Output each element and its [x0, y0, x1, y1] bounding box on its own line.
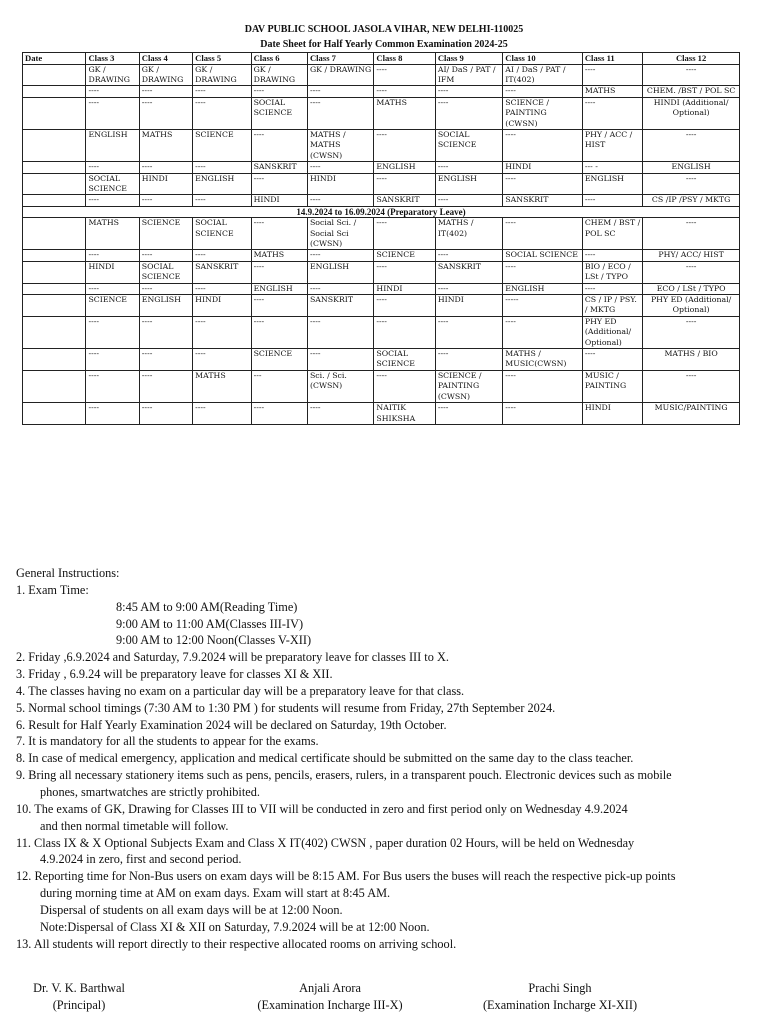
table-row	[23, 86, 740, 97]
table-cell: HINDI	[435, 295, 502, 317]
column-header: Class 12	[643, 53, 740, 65]
table-cell: ----	[307, 162, 373, 173]
table-cell: ENGLISH	[139, 295, 192, 317]
instruction-line: 4. The classes having no exam on a particular day will be a preparatory leave for that class.	[16, 683, 465, 698]
table-cell: SANSKRIT	[503, 195, 583, 206]
table-cell: ----	[435, 250, 502, 261]
table-cell: ----	[139, 403, 192, 425]
column-header: Class 7	[307, 53, 373, 65]
instruction-line: 8. In case of medical emergency, application and medical certificate should be submitted on the same day to the class teacher.	[16, 751, 634, 766]
table-cell: SANSKRIT	[435, 261, 502, 283]
signature-principal	[14, 980, 144, 1014]
table-cell: MUSIC/PAINTING	[643, 403, 740, 425]
table-cell: ----	[643, 370, 740, 402]
table-cell: ENGLISH	[251, 283, 307, 294]
table-cell: ----	[374, 129, 435, 161]
table-cell: ----	[307, 86, 373, 97]
table-cell: ENGLISH	[643, 162, 740, 173]
table-cell: ----	[643, 316, 740, 348]
table-row	[23, 64, 740, 86]
column-header: Class 6	[251, 53, 307, 65]
table-cell: ----	[503, 129, 583, 161]
table-cell: ----	[503, 370, 583, 402]
table-cell: CS /IP /PSY / MKTG	[643, 195, 740, 206]
table-cell: ----	[582, 97, 642, 129]
table-cell: ----	[643, 173, 740, 195]
instruction-line: Dispersal of students on all exam days will be at 12:00 Noon.	[40, 902, 343, 917]
table-row	[23, 129, 740, 161]
table-cell: ECO / LSt / TYPO	[643, 283, 740, 294]
table-cell: ----	[435, 316, 502, 348]
table-cell: SCIENCE / PAINTING (CWSN)	[435, 370, 502, 402]
table-cell: ----	[86, 97, 139, 129]
instruction-line: 5. Normal school timings (7:30 AM to 1:30 PM ) for students will resume from Friday, 27th September 2024.	[16, 700, 556, 715]
signature-name: Anjali Arora	[299, 981, 361, 995]
table-row	[23, 97, 740, 129]
table-cell: ----	[503, 86, 583, 97]
table-cell: ----	[307, 250, 373, 261]
table-cell: ----	[307, 316, 373, 348]
table-cell: -----	[503, 295, 583, 317]
instruction-line: 9. Bring all necessary stationery items such as pens, pencils, erasers, rulers, in a transparent pouch. Electronic devices such as mobile	[16, 768, 672, 783]
table-cell: HINDI	[582, 403, 642, 425]
preparatory-leave-row	[23, 206, 740, 217]
table-cell: GK / DRAWING	[193, 64, 251, 86]
table-cell: ---	[251, 370, 307, 402]
table-cell: ----	[374, 316, 435, 348]
table-cell: CS / IP / PSY. / MKTG	[582, 295, 642, 317]
table-cell	[23, 403, 86, 425]
table-cell: ENGLISH	[86, 129, 139, 161]
table-cell: ----	[643, 129, 740, 161]
table-cell: ----	[139, 250, 192, 261]
date-sheet-table	[22, 52, 740, 425]
table-cell: ----	[643, 218, 740, 250]
table-cell: ----	[435, 283, 502, 294]
table-cell	[23, 195, 86, 206]
table-cell: ----	[435, 403, 502, 425]
table-cell: ----	[435, 86, 502, 97]
table-cell: PHY/ ACC/ HIST	[643, 250, 740, 261]
table-cell: MATHS / MUSIC(CWSN)	[503, 349, 583, 371]
table-cell: SANSKRIT	[307, 295, 373, 317]
column-header: Date	[23, 53, 86, 65]
table-cell: ----	[251, 218, 307, 250]
table-cell: ----	[139, 195, 192, 206]
school-name: DAV PUBLIC SCHOOL JASOLA VIHAR, NEW DELHI-110025	[244, 24, 524, 35]
table-cell: GK / DRAWING	[86, 64, 139, 86]
instruction-line: during morning time at AM on exam days. Exam will start at 8:45 AM.	[40, 886, 391, 901]
table-cell: ----	[643, 261, 740, 283]
table-cell: ----	[643, 64, 740, 86]
table-cell: HINDI	[251, 195, 307, 206]
table-cell: ENGLISH	[582, 173, 642, 195]
signature-name: Dr. V. K. Barthwal	[33, 981, 125, 995]
table-cell: SOCIAL SCIENCE	[503, 250, 583, 261]
table-cell: ENGLISH	[374, 162, 435, 173]
table-cell: ----	[435, 349, 502, 371]
table-row	[23, 403, 740, 425]
table-cell: ----	[193, 162, 251, 173]
table-cell: MATHS	[139, 129, 192, 161]
instruction-line: phones, smartwatches are strictly prohibited.	[40, 784, 260, 799]
table-cell: ----	[374, 295, 435, 317]
instruction-line: 13. All students will report directly to their respective allocated rooms on arriving school.	[16, 936, 457, 951]
instruction-line: 11. Class IX & X Optional Subjects Exam and Class X IT(402) CWSN , paper duration 02 Hours, will be held on Wednesday	[16, 835, 635, 850]
table-cell: HINDI	[503, 162, 583, 173]
table-cell: MATHS	[582, 86, 642, 97]
table-cell: Sci. / Sci.(CWSN)	[307, 370, 373, 402]
table-cell	[23, 173, 86, 195]
table-cell: ----	[582, 349, 642, 371]
table-cell: ----	[139, 86, 192, 97]
table-cell: SANSKRIT	[374, 195, 435, 206]
table-cell: ----	[307, 97, 373, 129]
table-row	[23, 261, 740, 283]
table-cell: HINDI (Additional/ Optional)	[643, 97, 740, 129]
table-cell: ----	[139, 283, 192, 294]
table-cell: SOCIAL SCIENCE	[139, 261, 192, 283]
instruction-line: 10. The exams of GK, Drawing for Classes III to VII will be conducted in zero and first period only on Wednesday 4.9.2024	[16, 801, 628, 816]
table-cell: ----	[374, 261, 435, 283]
general-instructions	[16, 565, 756, 952]
signature-role: (Examination Incharge III-X)	[257, 998, 403, 1012]
table-cell	[23, 218, 86, 250]
table-cell: GK / DRAWING	[251, 64, 307, 86]
table-cell: ----	[374, 218, 435, 250]
table-cell: ----	[193, 97, 251, 129]
table-cell: CHEM. /BST / POL SC	[643, 86, 740, 97]
table-cell: HINDI	[193, 295, 251, 317]
table-cell: ----	[193, 250, 251, 261]
table-cell: ----	[139, 97, 192, 129]
table-row	[23, 173, 740, 195]
table-cell	[23, 97, 86, 129]
table-cell: GK / DRAWING	[139, 64, 192, 86]
table-cell: ----	[582, 250, 642, 261]
table-cell: ----	[251, 129, 307, 161]
table-cell	[23, 295, 86, 317]
table-cell: GK / DRAWING	[307, 64, 373, 86]
table-cell: SCIENCE / PAINTING (CWSN)	[503, 97, 583, 129]
table-cell: ----	[193, 283, 251, 294]
table-cell: ----	[251, 173, 307, 195]
instruction-line: 9:00 AM to 12:00 Noon(Classes V-XII)	[116, 633, 312, 648]
table-cell: CHEM / BST / POL SC	[582, 218, 642, 250]
table-cell	[23, 250, 86, 261]
table-cell: BIO / ECO / LSt / TYPO	[582, 261, 642, 283]
instruction-line: 6. Result for Half Yearly Examination 2024 will be declared on Saturday, 19th October.	[16, 717, 447, 732]
table-cell: --- -	[582, 162, 642, 173]
table-cell	[23, 316, 86, 348]
table-cell: ----	[307, 403, 373, 425]
table-cell: ----	[193, 86, 251, 97]
table-cell: ENGLISH	[307, 261, 373, 283]
table-cell: MATHS	[193, 370, 251, 402]
table-cell: ----	[86, 283, 139, 294]
table-cell: ----	[582, 195, 642, 206]
table-cell: MATHS / IT(402)	[435, 218, 502, 250]
table-cell: ----	[193, 403, 251, 425]
table-cell: ----	[86, 195, 139, 206]
table-cell: PHY / ACC / HIST	[582, 129, 642, 161]
table-cell: ----	[374, 370, 435, 402]
table-cell: ----	[86, 403, 139, 425]
table-row	[23, 250, 740, 261]
column-header: Class 5	[193, 53, 251, 65]
table-row	[23, 295, 740, 317]
table-cell: NAITIK SHIKSHA	[374, 403, 435, 425]
table-cell: PHY ED (Additional/ Optional)	[643, 295, 740, 317]
table-cell: ----	[503, 173, 583, 195]
table-cell: ----	[251, 403, 307, 425]
instruction-line: 4.9.2024 in zero, first and second period.	[40, 852, 242, 867]
table-row	[23, 283, 740, 294]
table-cell: ENGLISH	[435, 173, 502, 195]
table-cell: SOCIAL SCIENCE	[435, 129, 502, 161]
instruction-line: 3. Friday , 6.9.24 will be preparatory leave for classes XI & XII.	[16, 667, 333, 682]
instruction-line: 9:00 AM to 11:00 AM(Classes III-IV)	[116, 616, 304, 631]
table-cell: ----	[374, 86, 435, 97]
instruction-line: 12. Reporting time for Non-Bus users on exam days will be 8:15 AM. For Bus users the buses will reach the respective pick-up points	[16, 869, 676, 884]
table-cell: ----	[251, 261, 307, 283]
instruction-line: and then normal timetable will follow.	[40, 818, 229, 833]
table-cell: ----	[503, 403, 583, 425]
table-cell: SOCIAL SCIENCE	[251, 97, 307, 129]
table-cell: MATHS	[86, 218, 139, 250]
table-cell: SCIENCE	[193, 129, 251, 161]
table-cell: ----	[435, 162, 502, 173]
table-cell: ----	[251, 86, 307, 97]
table-cell	[23, 349, 86, 371]
table-cell	[23, 283, 86, 294]
table-cell	[23, 261, 86, 283]
table-cell	[23, 64, 86, 86]
table-cell: ----	[139, 316, 192, 348]
table-row	[23, 218, 740, 250]
column-header: Class 3	[86, 53, 139, 65]
table-cell	[23, 162, 86, 173]
table-cell	[23, 86, 86, 97]
signature-role: (Examination Incharge XI-XII)	[482, 998, 638, 1012]
table-cell: ----	[86, 370, 139, 402]
table-cell: ----	[193, 195, 251, 206]
table-cell: HINDI	[374, 283, 435, 294]
table-cell: SOCIAL SCIENCE	[86, 173, 139, 195]
table-cell: SANSKRIT	[193, 261, 251, 283]
instruction-line: Note:Dispersal of Class XI & XII on Saturday, 7.9.2024 will be at 12:00 Noon.	[40, 919, 430, 934]
header-row	[23, 53, 740, 65]
table-row	[23, 349, 740, 371]
table-cell: ----	[374, 64, 435, 86]
table-cell: ENGLISH	[193, 173, 251, 195]
table-cell: ----	[86, 86, 139, 97]
table-cell: SOCIAL SCIENCE	[193, 218, 251, 250]
table-cell: HINDI	[86, 261, 139, 283]
table-cell: SCIENCE	[139, 218, 192, 250]
table-cell: SANSKRIT	[251, 162, 307, 173]
table-cell: HINDI	[307, 173, 373, 195]
table-row	[23, 370, 740, 402]
table-cell: PHY ED (Additional/ Optional)	[582, 316, 642, 348]
table-row	[23, 195, 740, 206]
instruction-line: 2. Friday ,6.9.2024 and Saturday, 7.9.2024 will be preparatory leave for classes III to X.	[16, 650, 449, 665]
signature-role: (Principal)	[52, 998, 106, 1012]
table-cell: ----	[582, 64, 642, 86]
table-cell: ----	[193, 349, 251, 371]
instruction-line: 1. Exam Time:	[16, 582, 89, 597]
table-cell: ----	[86, 316, 139, 348]
table-cell: ----	[193, 316, 251, 348]
table-cell: MATHS	[374, 97, 435, 129]
table-cell: ----	[139, 162, 192, 173]
instruction-line: 8:45 AM to 9:00 AM(Reading Time)	[116, 599, 298, 614]
table-cell: ----	[307, 195, 373, 206]
table-cell: SCIENCE	[374, 250, 435, 261]
table-cell: MUSIC / PAINTING	[582, 370, 642, 402]
table-cell: ----	[435, 195, 502, 206]
table-cell: SCIENCE	[251, 349, 307, 371]
column-header: Class 4	[139, 53, 192, 65]
table-cell: ENGLISH	[503, 283, 583, 294]
table-cell: ----	[251, 295, 307, 317]
table-cell: HINDI	[139, 173, 192, 195]
table-cell: SOCIAL SCIENCE	[374, 349, 435, 371]
table-cell: ----	[435, 97, 502, 129]
table-cell: MATHS / MATHS (CWSN)	[307, 129, 373, 161]
column-header: Class 10	[503, 53, 583, 65]
signature-incharge-iii-x	[230, 980, 430, 1014]
table-cell	[23, 370, 86, 402]
table-cell: ----	[86, 250, 139, 261]
table-cell: SCIENCE	[86, 295, 139, 317]
datesheet-title: Date Sheet for Half Yearly Common Examination 2024-25	[260, 39, 508, 50]
table-cell: ----	[307, 283, 373, 294]
table-cell: AI / DaS / PAT / IT(402)	[503, 64, 583, 86]
table-cell: ----	[86, 349, 139, 371]
table-cell: Social Sci. / Social Sci (CWSN)	[307, 218, 373, 250]
table-row	[23, 162, 740, 173]
table-cell: ----	[503, 316, 583, 348]
table-cell: ----	[503, 218, 583, 250]
table-cell: ----	[503, 261, 583, 283]
table-cell: AI/ DaS / PAT / IFM	[435, 64, 502, 86]
table-cell: ----	[582, 283, 642, 294]
table-cell	[23, 129, 86, 161]
table-cell: ----	[139, 349, 192, 371]
column-header: Class 8	[374, 53, 435, 65]
signature-name: Prachi Singh	[528, 981, 592, 995]
column-header: Class 11	[582, 53, 642, 65]
table-cell: ----	[86, 162, 139, 173]
table-cell: MATHS	[251, 250, 307, 261]
preparatory-leave-text: 14.9.2024 to 16.09.2024 (Preparatory Leave)	[23, 206, 740, 217]
column-header: Class 9	[435, 53, 502, 65]
table-cell: MATHS / BIO	[643, 349, 740, 371]
instructions-heading: General Instructions:	[16, 566, 120, 580]
table-cell: ----	[307, 349, 373, 371]
instruction-line: 7. It is mandatory for all the students to appear for the exams.	[16, 734, 319, 749]
table-cell: ----	[374, 173, 435, 195]
signature-incharge-xi-xii	[465, 980, 655, 1014]
table-cell: ----	[251, 316, 307, 348]
table-row	[23, 316, 740, 348]
table-cell: ----	[139, 370, 192, 402]
